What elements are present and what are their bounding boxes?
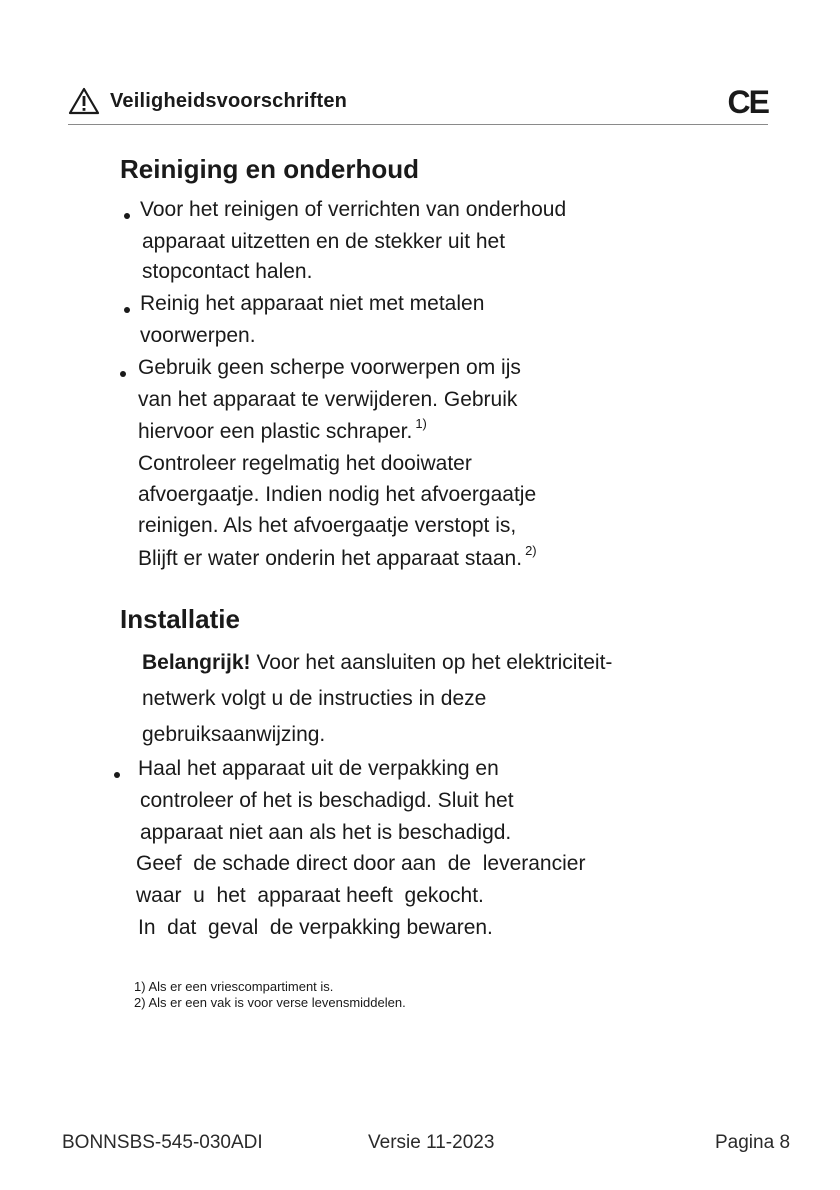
text-line: apparaat uitzetten en de stekker uit het bbox=[142, 230, 506, 253]
text-line: Voor het reinigen of verrichten van onderhoud bbox=[140, 198, 567, 221]
section-heading-cleaning: Reiniging en onderhoud bbox=[120, 154, 419, 184]
text-line: afvoergaatje. Indien nodig het afvoergaatje bbox=[138, 483, 537, 506]
footnote-ref-1: 1) bbox=[415, 416, 427, 431]
text-line: reinigen. Als het afvoergaatje verstopt is, bbox=[138, 514, 517, 537]
text-line: stopcontact halen. bbox=[142, 260, 313, 283]
page-header bbox=[68, 84, 768, 125]
text-line: Haal het apparaat uit de verpakking en bbox=[138, 757, 499, 780]
ce-mark: CE bbox=[727, 84, 768, 120]
header-title: Veiligheidsvoorschriften bbox=[110, 90, 348, 112]
text-line bbox=[138, 543, 537, 572]
text-line: Gebruik geen scherpe voorwerpen om ijs bbox=[138, 356, 521, 379]
text-line: netwerk volgt u de instructies in deze bbox=[142, 687, 487, 710]
bullet bbox=[114, 772, 120, 778]
text-line: In dat geval de verpakking bewaren. bbox=[138, 916, 493, 939]
text-line: controleer of het is beschadigd. Sluit het bbox=[140, 789, 514, 812]
footnote-ref-2: 2) bbox=[525, 543, 537, 558]
footer-model: BONNSBS-545-030ADI bbox=[62, 1132, 263, 1153]
text-line: waar u het apparaat heeft gekocht. bbox=[136, 884, 484, 907]
text-line: Geef de schade direct door aan de leverancier bbox=[136, 852, 586, 875]
text-line: voorwerpen. bbox=[140, 324, 256, 347]
footer-version: Versie 11-2023 bbox=[368, 1132, 495, 1153]
text-line: gebruiksaanwijzing. bbox=[142, 723, 326, 746]
text-line-content: Voor het aansluiten op het elektriciteit- bbox=[256, 651, 613, 674]
text-line: Reinig het apparaat niet met metalen bbox=[140, 292, 485, 315]
bullet bbox=[124, 213, 130, 219]
bullet bbox=[120, 371, 126, 377]
bullet bbox=[124, 307, 130, 313]
text-line: van het apparaat te verwijderen. Gebruik bbox=[138, 388, 518, 411]
footnote: 1) Als er een vriescompartiment is. bbox=[134, 979, 334, 994]
text-line: Controleer regelmatig het dooiwater bbox=[138, 452, 472, 475]
text-line bbox=[142, 650, 612, 676]
text-line-content: hiervoor een plastic schraper. bbox=[138, 420, 413, 443]
important-label: Belangrijk! bbox=[142, 651, 251, 674]
footnote: 2) Als er een vak is voor verse levensmiddelen. bbox=[134, 995, 406, 1010]
footer-page-number: Pagina 8 bbox=[715, 1132, 791, 1153]
text-line bbox=[138, 416, 427, 445]
warning-icon bbox=[68, 87, 100, 115]
text-line: apparaat niet aan als het is beschadigd. bbox=[140, 821, 512, 844]
text-line-content: Blijft er water onderin het apparaat staan. bbox=[138, 547, 523, 570]
section-heading-installation: Installatie bbox=[120, 604, 240, 634]
